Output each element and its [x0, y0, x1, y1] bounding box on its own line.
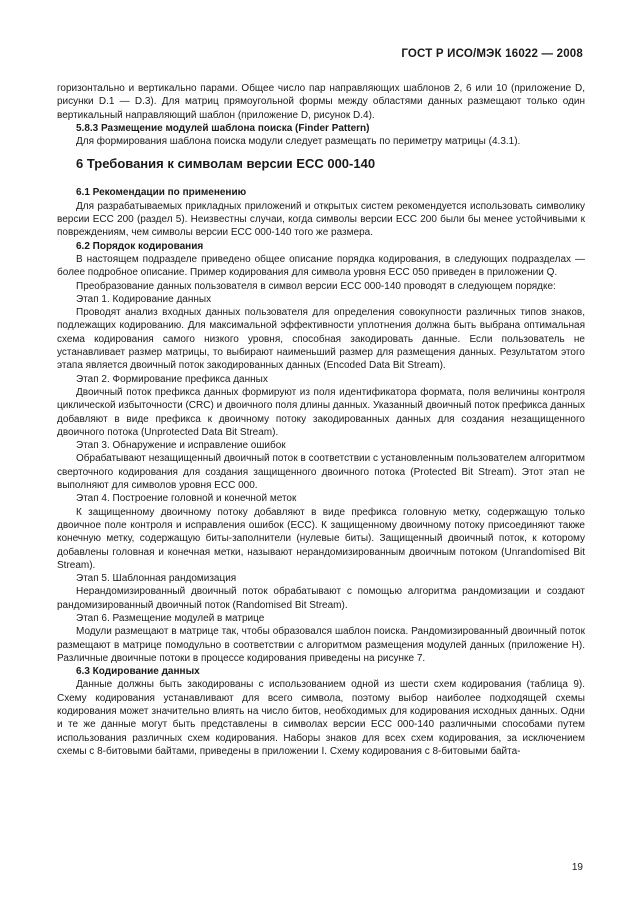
subsection-heading-6-3: 6.3 Кодирование данных [76, 666, 200, 678]
stage-title: Этап 1. Кодирование данных [76, 293, 212, 305]
stage-title: Этап 6. Размещение модулей в матрице [76, 612, 265, 624]
stage-title: Этап 3. Обнаружение и исправление ошибок [76, 440, 286, 452]
page-content [57, 82, 585, 758]
paragraph: Проводят анализ входных данных пользователя для определения совокупности различных типов знаков, подлежащих кодированию. Для максимальной эффективности уплотнения должна быть выбрана оптимальная схема кодирования самого низкого уровня, способная закодировать данные. Если пользователь не устанавливает размер матрицы, то выбирают наименьший размер для размещения данных. Результатом этого этапа является двоичный поток закодированных данных (Encoded Data Bit Stream). [57, 307, 585, 372]
subsection-heading-5-8-3: 5.8.3 Размещение модулей шаблона поиска (Finder Pattern) [76, 122, 370, 134]
page-number: 19 [571, 862, 583, 873]
document-header: ГОСТ Р ИСО/МЭК 16022 — 2008 [401, 48, 583, 60]
paragraph: Преобразование данных пользователя в символ версии ECC 000-140 проводят в следующем порядке: [76, 280, 556, 292]
stage-title: Этап 5. Шаблонная рандомизация [76, 573, 237, 585]
paragraph: Для разрабатываемых прикладных приложений и открытых систем рекомендуется использовать символику версии ECC 200 (раздел 5). Неизвестны случаи, когда символы версии ECC 200 были бы менее устойчивыми к повреждениям, чем символы версии ECC 000-140 того же размера. [57, 200, 585, 239]
paragraph: Модули размещают в матрице так, чтобы образовался шаблон поиска. Рандомизированный двоичный поток размещают в матрице помодульно в соответствии с алгоритмом размещения модулей данных (приложение H). Различные двоичные потоки в процессе кодирования приведены на рисунке 7. [57, 626, 585, 664]
paragraph: Обрабатывают незащищенный двоичный поток в соответствии с установленным пользователем алгоритмом сверточного кодирования для создания защищенного двоичного потока (Protected Bit Stream). Этот этап не выполняют для символов уровня ECC 000. [57, 453, 585, 492]
paragraph: Данные должны быть закодированы с использованием одной из шести схем кодирования (таблица 9). Схему кодирования устанавливают для всего символа, поэтому выбор наиболее подходящей схемы кодирования может значительно влиять на число битов, необходимых для кодирования исходных данных. Одни и те же данные могут быть представлены в символах версии ECC 000-140 различными способами путем использования различных схем кодирования. Наборы знаков для всех схем кодирования, за исключением схемы с 8-битовыми байтами, приведены в приложении I. Схему кодирования с 8-битовыми байта- [57, 679, 585, 757]
paragraph: К защищенному двоичному потоку добавляют в виде префикса головную метку, содержащую только двоичное поле контроля и исправления ошибок (ECC). К защищенному двоичному потоку присоединяют также конечную метку, содержащую биты-заполнители (нулевые биты). Защищенный двоичный поток, к которому добавлены головная и конечная метки, называют нерандомизированным двоичным потоком (Unrandomised Bit Stream). [57, 506, 585, 571]
paragraph: горизонтально и вертикально парами. Общее число пар направляющих шаблонов 2, 6 или 10 (приложение D, рисунки D.1 — D.3). Для матриц прямоугольной формы между областями данных размещают только один вертикальный направляющий шаблон (приложение D, рисунок D.4). [57, 83, 585, 121]
section-heading-6: 6 Требования к символам версии ECC 000-140 [76, 156, 376, 172]
subsection-heading-6-1: 6.1 Рекомендации по применению [76, 187, 247, 199]
paragraph: Двоичный поток префикса данных формируют из поля идентификатора формата, поля величины контроля циклической избыточности (CRC) и двоичного поля длины данных. Указанный двоичный поток префикса данных добавляют в виде префикса к двоичному потоку закодированных данных для создания незащищенного двоичного потока (Unprotected Data Bit Stream). [57, 386, 585, 438]
paragraph: В настоящем подразделе приведено общее описание порядка кодирования, в следующих подразделах — более подробное описание. Пример кодирования для символа уровня ECC 050 приведен в приложении Q. [57, 253, 585, 279]
paragraph: Для формирования шаблона поиска модули следует размещать по периметру матрицы (4.3.1). [76, 136, 521, 148]
subsection-heading-6-2: 6.2 Порядок кодирования [76, 240, 204, 252]
stage-title: Этап 4. Построение головной и конечной меток [76, 493, 297, 505]
paragraph: Нерандомизированный двоичный поток обрабатывают с помощью алгоритма рандомизации и создают рандомизированный двоичный поток (Randomised Bit Stream). [57, 586, 585, 611]
stage-title: Этап 2. Формирование префикса данных [76, 373, 268, 385]
